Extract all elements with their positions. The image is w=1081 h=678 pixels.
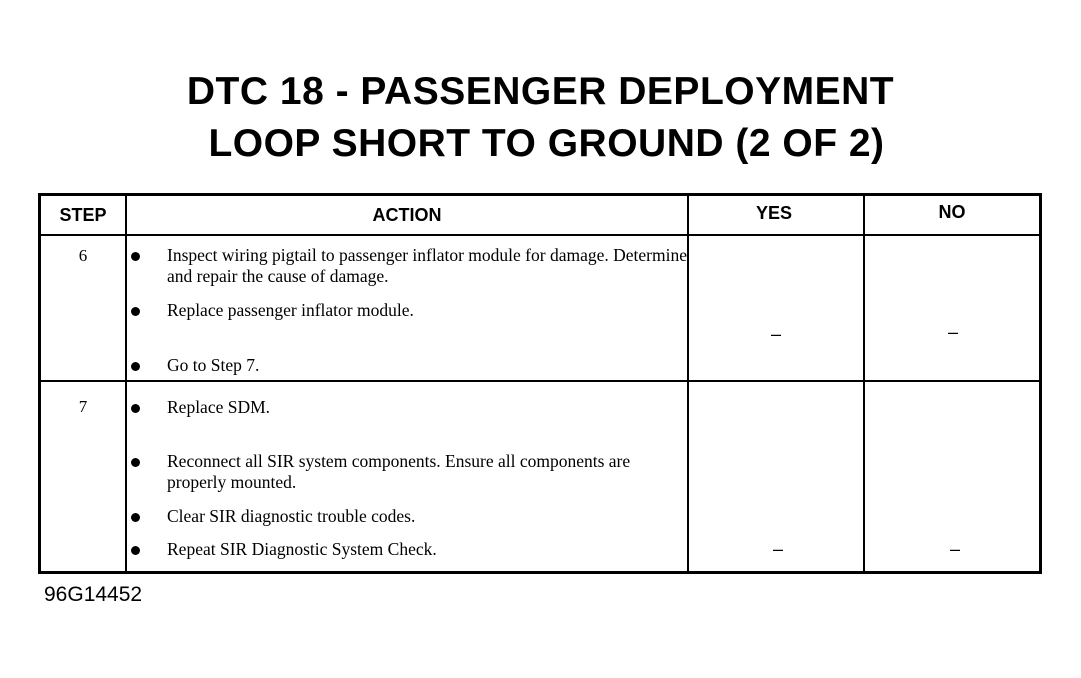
diagnostic-table (38, 193, 1042, 574)
bullet-icon (131, 404, 140, 413)
title-line-2: LOOP SHORT TO GROUND (2 OF 2) (208, 122, 885, 165)
column-divider (863, 196, 865, 571)
bullet-icon (131, 362, 140, 371)
column-divider (687, 196, 689, 571)
action-text: Replace passenger inflator module. (167, 300, 414, 320)
action-item (127, 506, 687, 528)
bullet-icon (131, 513, 140, 522)
bullet-icon (131, 252, 140, 261)
action-text: Replace SDM. (167, 397, 271, 417)
action-item (127, 355, 687, 377)
action-item (127, 539, 687, 561)
table-header-row (41, 196, 1039, 236)
row-divider (41, 380, 1039, 382)
no-value: – (947, 322, 958, 342)
action-item (127, 451, 687, 495)
yes-value: – (770, 324, 781, 344)
bullet-icon (131, 546, 140, 555)
action-text: Clear SIR diagnostic trouble codes. (167, 506, 416, 526)
action-text: Inspect wiring pigtail to passenger inflator module for damage. Determine and repair the cause of damage. (167, 245, 687, 286)
step-number: 7 (78, 397, 88, 416)
page-title (0, 66, 1081, 170)
header-step: STEP (59, 205, 107, 225)
title-line-1: DTC 18 - PASSENGER DEPLOYMENT (186, 70, 895, 113)
yes-value: – (772, 539, 783, 559)
no-value: – (949, 539, 960, 559)
figure-reference: 96G14452 (44, 583, 143, 606)
header-action: ACTION (372, 205, 442, 225)
bullet-icon (131, 307, 140, 316)
step-number: 6 (78, 246, 88, 265)
header-yes: YES (755, 203, 793, 223)
action-text: Reconnect all SIR system components. Ensure all components are properly mounted. (167, 451, 631, 492)
action-text: Go to Step 7. (167, 355, 260, 375)
action-item (127, 397, 687, 419)
action-item (127, 245, 687, 289)
bullet-icon (131, 458, 140, 467)
header-no: NO (938, 202, 966, 222)
action-item (127, 300, 687, 322)
action-text: Repeat SIR Diagnostic System Check. (167, 539, 437, 559)
